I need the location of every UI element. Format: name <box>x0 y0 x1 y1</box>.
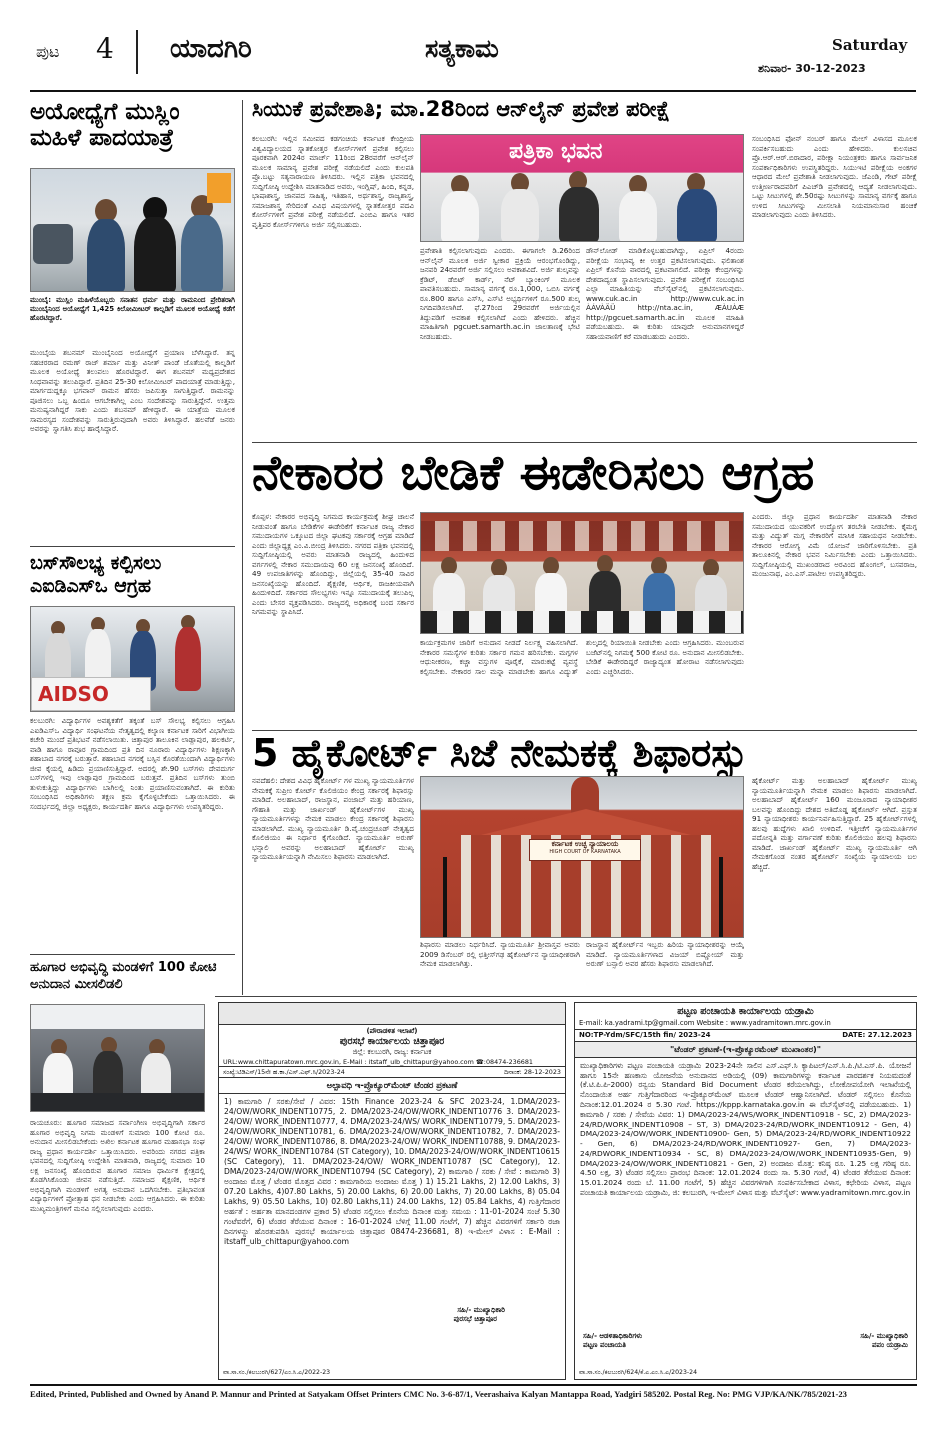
left-column-rule <box>242 100 243 995</box>
article5-col2: ಕಾರ್ಯಕ್ರಮಗಳ ಜಾರಿಗೆ ಅನುದಾನ ನೀಡದೆ ನಿರ್ಲಕ್ಷ್ಯ ವಹಿಸಲಾಗಿದೆ. ನೇಕಾರರ ಸಮಸ್ಯೆಗಳ ಕುರಿತು ಸರ್ಕಾರ ಗಮನ ಹರಿಸಬೇಕು. ಮಗ್ಗಗಳ ಆಧುನೀಕರಣ, ಕಚ್ಚಾ ವಸ್ತುಗಳ ಪೂರೈಕೆ, ಮಾರುಕಟ್ಟೆ ವ್ಯವಸ್ಥೆ ಕಲ್ಪಿಸಬೇಕು. ನೇಕಾರರ ಸಾಲ ಮನ್ನಾ ಮಾಡಬೇಕು ಹಾಗೂ ವಿದ್ಯುತ್ ಶುಲ್ಕದಲ್ಲಿ ರಿಯಾಯಿತಿ ನೀಡಬೇಕು ಎಂದು ಆಗ್ರಹಿಸಿದರು. ಮುಂಬರುವ ಬಜೆಟ್‌ನಲ್ಲಿ ನಿಗಮಕ್ಕೆ 500 ಕೋಟಿ ರೂ. ಅನುದಾನ ಮೀಸಲಿಡಬೇಕು. ಬೇಡಿಕೆ ಈಡೇರದಿದ್ದರೆ ರಾಜ್ಯಾದ್ಯಂತ ಹೋರಾಟ ನಡೆಸಲಾಗುವುದು ಎಂದು ಎಚ್ಚರಿಸಿದರು. <box>420 638 744 676</box>
article4-headline: ಸಿಯುಕೆ ಪ್ರವೇಶಾತಿ; ಮಾ.28ರಿಂದ ಆನ್‌ಲೈನ್ ಪ್ರವೇಶ ಪರೀಕ್ಷೆ <box>252 97 671 121</box>
press-table <box>31 1093 205 1112</box>
article4-col4: ಸಂಬಂಧಿಸಿದ ಫೋನ್ ನಂಬರ್ ಹಾಗೂ ಮೇಲ್ ವಿಳಾಸದ ಮೂಲಕ ಸಂಪರ್ಕಿಸಬಹುದು ಎಂದು ಹೇಳಿದರು. ಕುಲಸಚಿವ ಪ್ರೊ.ಆರ್.ಆರ್.ಬಿರಾದಾರ, ಪರೀಕ್ಷಾ ನಿಯಂತ್ರಕರು ಹಾಗೂ ಸಾರ್ವಜನಿಕ ಸಂಪರ್ಕಾಧಿಕಾರಿಗಳು ಉಪಸ್ಥಿತರಿದ್ದರು. ಸಿಯುಇಟಿ ಪರೀಕ್ಷೆಯ ಅಂಕಗಳ ಆಧಾರದ ಮೇಲೆ ಪ್ರವೇಶಾತಿ ನೀಡಲಾಗುವುದು. ಜೆಎಂಡಿ, ಗೇಟ್ ಪರೀಕ್ಷೆ ಉತ್ತೀರ್ಣರಾದವರಿಗೆ ಪಿಎಚ್‌ಡಿ ಪ್ರವೇಶದಲ್ಲಿ ಆದ್ಯತೆ ನೀಡಲಾಗುವುದು. ಒಟ್ಟು ಸೀಟುಗಳಲ್ಲಿ ಶೇ.50ರಷ್ಟು ಸೀಟುಗಳನ್ನು ಸಾಮಾನ್ಯ ವರ್ಗಕ್ಕೆ ಹಾಗೂ ಉಳಿದ ಸೀಟುಗಳನ್ನು ಮೀಸಲಾತಿ ನಿಯಮಾನುಸಾರ ಹಂಚಿಕೆ ಮಾಡಲಾಗುವುದು ಎಂದು ತಿಳಿಸಿದರು. <box>752 134 917 219</box>
day-english: Saturday <box>832 36 908 54</box>
article4-rule <box>252 442 917 443</box>
ad2-ref-no: NO:TP-Ydm/SFC/15th fin/ 2023-24 <box>579 1031 711 1040</box>
article2-headline: ಬಸ್‌ಸೌಲಭ್ಯ ಕಲ್ಪಿಸಲು ಎಐಡಿಎಸ್‌ಒ ಆಗ್ರಹ <box>30 552 162 597</box>
article6-col3: ರಾಜಸ್ಥಾನ ಹೈಕೋರ್ಟ್‌ನ ಇಬ್ಬರು ಹಿರಿಯ ನ್ಯಾಯಾಧೀಶರನ್ನು ಆಯ್ಕೆ ಮಾಡಿದೆ. ನ್ಯಾಯಮೂರ್ತಿಗಳಾದ ವಿಜಯ್ ಬಿಷ್ಣೋಯ್ ಮತ್ತು ಅರುಣ್ ಬನ್ಸಾಲಿ ಅವರ ಹೆಸರು ಶಿಫಾರಸು ಮಾಡಲಾಗಿದೆ. <box>586 940 744 968</box>
patrika-bhavan-banner: ಪತ್ರಿಕಾ ಭವನ <box>509 139 603 164</box>
masthead <box>0 0 945 92</box>
article2-body: ಕಲಬುರಗಿ: ವಿದ್ಯಾರ್ಥಿಗಳ ಅವಶ್ಯಕತೆಗೆ ತಕ್ಕಂತೆ ಬಸ್ ಸೌಲಭ್ಯ ಕಲ್ಪಿಸಲು ಆಗ್ರಹಿಸಿ ಎಐಡಿಎಸ್‌ಒ ವಿದ್ಯಾರ್ಥಿ ಸಂಘಟನೆಯ ನೇತೃತ್ವದಲ್ಲಿ ಕಲ್ಯಾಣ ಕರ್ನಾಟಕ ಸಾರಿಗೆ ವಿಭಾಗೀಯ ಕಚೇರಿ ಮುಂದೆ ಪ್ರತಿಭಟನೆ ನಡೆಸಲಾಯಿತು. ಚಿತ್ತಾಪುರ ತಾಲೂಕಿನ ಲಾಡ್ಲಾಪುರ, ಹಲಕರ್ಟಿ, ವಾಡಿ ಹಾಗೂ ರಾವೂರ ಗ್ರಾಮದಿಂದ ಪ್ರತಿ ದಿನ ನೂರಾರು ವಿದ್ಯಾರ್ಥಿಗಳು ಶಿಕ್ಷಣಕ್ಕಾಗಿ ಶಹಾಬಾದ ನಗರಕ್ಕೆ ಬರುತ್ತಾರೆ. ಶಹಾಬಾದ ನಗರಕ್ಕೆ ಬಸ್ಸಿನ ಕೊರತೆಯಿಂದಾಗಿ ವಿದ್ಯಾರ್ಥಿಗಳು ಜೀವ ಕೈಯಲ್ಲಿ ಹಿಡಿದು ಪ್ರಯಾಣಿಸುತ್ತಿದ್ದಾರೆ. ಅದರಲ್ಲಿ ಶೇ.90 ಬಸ್‌ಗಳು ದೇವದುರ್ಗ ಬಸ್‌ಗಳಲ್ಲಿ ಇವು ಲಾಡ್ಲಾಪುರ ಗ್ರಾಮದಿಂದ ಬರುತ್ತವೆ. ಪ್ರತಿದಿನ ಬಸ್‌ಗಳು ತುಂಬಿ ತುಳುಕುತ್ತಿದ್ದು ವಿದ್ಯಾರ್ಥಿಗಳು ಬಾಗಿಲಲ್ಲಿ ನಿಂತು ಪ್ರಯಾಣಿಸುವಂತಾಗಿದೆ. ಈ ಕುರಿತು ಸಂಬಂಧಿಸಿದ ಅಧಿಕಾರಿಗಳು ತಕ್ಷಣ ಕ್ರಮ ಕೈಗೊಳ್ಳಬೇಕೆಂದು ಒತ್ತಾಯಿಸಿದರು. ಈ ಸಂದರ್ಭದಲ್ಲಿ ಜಿಲ್ಲಾ ಅಧ್ಯಕ್ಷರು, ಕಾರ್ಯದರ್ಶಿ ಹಾಗೂ ವಿದ್ಯಾರ್ಥಿಗಳು ಉಪಸ್ಥಿತರಿದ್ದರು. <box>30 716 235 811</box>
ad1-ref-no: ಸಂಖ್ಯೆ:ಟಿಡಿಎಸ್/15ನೇ ಹ.ಕಾ./ಎಸ್.ಎಫ್.ಸಿ/2023-24 <box>223 1067 345 1076</box>
lamp-post <box>719 857 723 938</box>
article1-headline: ಅಯೋಧ್ಯೆಗೆ ಮುಸ್ಲಿಂ ಮಹಿಳೆ ಪಾದಯಾತ್ರೆ <box>30 99 180 151</box>
ad2-contact: E-mail: ka.yadrami.tp@gmail.com Website : www.yadramitown.mrc.gov.in <box>575 1018 916 1030</box>
ad1-header: (ಪೌರಾಡಳಿತ ಇಲಾಖೆ) <box>366 1027 418 1035</box>
city-title: ಯಾದಗಿರಿ <box>170 34 252 64</box>
ad2-sign-right2: ಪಪಂ ಯಡ್ರಾಮಿ <box>872 1341 908 1350</box>
ad2-office: ಪಟ್ಟಣ ಪಂಚಾಯತಿ ಕಾರ್ಯಾಲಯ ಯಡ್ರಾಮಿ <box>677 1006 814 1017</box>
masthead-rule <box>30 90 916 92</box>
ad1-date: ದಿನಾಂಕ: 28-12-2023 <box>504 1067 561 1076</box>
tender-ad-yadrami <box>574 1002 917 1380</box>
article2-rule <box>30 954 235 955</box>
article4-col3: ಡೌನ್‌ಲೋಡ್ ಮಾಡಿಕೊಳ್ಳಬಹುದಾಗಿದ್ದು, ಏಪ್ರಿಲ್ 4ರಂದು ಪರೀಕ್ಷೆಯ ಸಂಭಾವ್ಯ ಕೀ ಉತ್ತರ ಪ್ರಕಟಿಸಲಾಗುವುದು. ಫಲಿತಾಂಶ ಏಪ್ರಿಲ್ ಕೊನೆಯ ವಾರದಲ್ಲಿ ಪ್ರಕಟವಾಗಲಿದೆ. ಪರೀಕ್ಷಾ ಕೇಂದ್ರಗಳನ್ನು ದೇಶದಾದ್ಯಂತ ಸ್ಥಾಪಿಸಲಾಗುವುದು. ಪ್ರವೇಶ ಪರೀಕ್ಷೆಗೆ ಸಂಬಂಧಿಸಿದ ಎಲ್ಲಾ ಮಾಹಿತಿಯನ್ನು ವೆಬ್‌ಸೈಟ್‌ನಲ್ಲಿ ಪ್ರಕಟಿಸಲಾಗುವುದು. www.cuk.ac.in http://www.cuk.ac.in ÀÁVÀÄÜ http://nta.ac.in, ÆÀUÀÆ http://pgcuet.samarth.ac.in ಮೂಲಕ ಮಾಹಿತಿ ಪಡೆಯಬಹುದು. ಈ ಕುರಿತು ಯಾವುದೇ ಅನುಮಾನಗಳಿದ್ದರೆ ಸಹಾಯವಾಣಿಗೆ ಕರೆ ಮಾಡಬಹುದು ಎಂದರು. <box>586 246 744 341</box>
imprint-line: Edited, Printed, Published and Owned by Anand P. Mannur and Printed at Satyakam Offset Printers CMC No. 3-6-87/1, Veerashaiva Kalyan Mantappa Road, Yadgiri 585202. Postal Reg. No: PMG VJP/KA/NK/785/2021-23 <box>30 1389 847 1399</box>
ad1-sign2: ಪುರಸಭೆ ಚಿತ್ತಾಪೂರ <box>453 1315 497 1324</box>
court-sign-english: HIGH COURT OF KARNATAKA <box>549 849 621 856</box>
article3-photo <box>30 1004 205 1112</box>
ad1-footer: ವಾ.ಸಾ.ಸಂ./ಕಲಬುರಗಿ/627/ಎಂ.ಸಿ.ಎ/2022-23 <box>223 1368 331 1376</box>
article4-col1: ಕಲಬುರಗಿ: ಇಲ್ಲಿನ ಸಮೀಪದ ಕಡಗಂಚಿಯ ಕರ್ನಾಟಕ ಕೇಂದ್ರೀಯ ವಿಶ್ವವಿದ್ಯಾಲಯದ ಸ್ನಾತಕೋತ್ತರ ಕೋರ್ಸ್‌ಗಳಿಗೆ ಪ್ರವೇಶ ಕಲ್ಪಿಸಲು ಪೂರಕವಾಗಿ 2024ರ ಮಾರ್ಚ್ 11ರಿಂದ 28ರವರೆಗೆ ಆನ್‌ಲೈನ್ ಮೂಲಕ ಸಾಮಾನ್ಯ ಪ್ರವೇಶ ಪರೀಕ್ಷೆ ನಡೆಯಲಿದೆ ಎಂದು ಕುಲಪತಿ ಪ್ರೊ.ಬಟ್ಟು ಸತ್ಯನಾರಾಯಣ ತಿಳಿಸಿದರು. ಇಲ್ಲಿನ ಪತ್ರಿಕಾ ಭವನದಲ್ಲಿ ಸುದ್ದಿಗೋಷ್ಠಿ ಉದ್ದೇಶಿಸಿ ಮಾತನಾಡಿದ ಅವರು, ಇಂಗ್ಲಿಷ್, ಹಿಂದಿ, ಕನ್ನಡ, ಭಾಷಾಶಾಸ್ತ್ರ, ಜಾನಪದ ಸಾಹಿತ್ಯ, ಇತಿಹಾಸ, ಅರ್ಥಶಾಸ್ತ್ರ, ರಾಜ್ಯಶಾಸ್ತ್ರ, ಸಮಾಜಶಾಸ್ತ್ರ ಸೇರಿದಂತೆ ವಿವಿಧ ವಿಷಯಗಳಲ್ಲಿ ಸ್ನಾತಕೋತ್ತರ ಪದವಿ ಕೋರ್ಸ್‌ಗಳಿಗೆ ಪ್ರವೇಶ ಪರೀಕ್ಷೆ ನಡೆಯಲಿದೆ. ಎಂಬಿಎ ಹಾಗೂ ಇತರ ವೃತ್ತಿಪರ ಕೋರ್ಸ್‌ಗಳಿಗೂ ಅರ್ಜಿ ಸಲ್ಲಿಸಬಹುದು. <box>252 134 414 229</box>
car <box>33 224 73 264</box>
date-kannada: ಶನಿವಾರ- 30-12-2023 <box>758 62 866 75</box>
court-signboard <box>529 839 641 861</box>
ad1-office: ಪುರಸಭೆ ಕಾರ್ಯಾಲಯ ಚಿತ್ತಾಪೂರ <box>339 1036 445 1048</box>
article5-photo <box>420 512 744 634</box>
ad1-district: ಜಿಲ್ಲೆ: ಕಲಬುರಗಿ, ರಾಜ್ಯ: ಕರ್ನಾಟಕ <box>352 1048 432 1057</box>
saffron-flag <box>207 173 231 203</box>
article4-photo <box>420 134 744 242</box>
court-dome <box>571 777 599 813</box>
article1-caption: ಮುಂಬೈ: ಮುಸ್ಲಿಂ ಮಹಿಳೆಯೊಬ್ಬರು ಸನಾತನ ಧರ್ಮ ಮತ್ತು ರಾಮನಿಂದ ಪ್ರೇರಿತರಾಗಿ ಮುಂಬೈನಿಂದ ಅಯೋಧ್ಯೆಗೆ 1,425 ಕಿಲೋಮೀಟರ್ ಕಾಲ್ನಡಿಗೆ ಮೂಲಕ ಅಯೋಧ್ಯೆ ಕಡೆಗೆ ಹೊರಟಿದ್ದಾರೆ. <box>30 296 235 323</box>
paper-name: ಸತ್ಯಕಾಮ <box>425 34 499 63</box>
article6-col4: ಹೈಕೋರ್ಟ್ ಮತ್ತು ಅಲಹಾಬಾದ್ ಹೈಕೋರ್ಟ್ ಮುಖ್ಯ ನ್ಯಾಯಮೂರ್ತಿಯನ್ನಾಗಿ ನೇಮಕ ಮಾಡಲು ಶಿಫಾರಸು ಮಾಡಲಾಗಿದೆ. ಅಲಹಾಬಾದ್ ಹೈಕೋರ್ಟ್ 160 ಮಂಜೂರಾದ ನ್ಯಾಯಾಧೀಶರ ಬಲವನ್ನು ಹೊಂದಿದ್ದು ದೇಶದ ಅತಿದೊಡ್ಡ ಹೈಕೋರ್ಟ್ ಆಗಿದೆ. ಪ್ರಸ್ತುತ 91 ನ್ಯಾಯಾಧೀಶರು ಕಾರ್ಯನಿರ್ವಹಿಸುತ್ತಿದ್ದಾರೆ. 25 ಹೈಕೋರ್ಟ್‌ಗಳಲ್ಲಿ ಹಲವು ಹುದ್ದೆಗಳು ಖಾಲಿ ಉಳಿದಿವೆ. ಇತ್ತೀಚೆಗೆ ನ್ಯಾಯಮೂರ್ತಿಗಳ ಪದೋನ್ನತಿ ಮತ್ತು ವರ್ಗಾವಣೆ ಕುರಿತು ಕೊಲಿಜಿಯಂ ಹಲವು ಶಿಫಾರಸು ಮಾಡಿದೆ. ಜಾರ್ಖಂಡ್ ಹೈಕೋರ್ಟ್ ಮುಖ್ಯ ನ್ಯಾಯಮೂರ್ತಿ ಆಗಿ ನೇಮಕಗೊಂಡ ನಂತರ ಹೈಕೋರ್ಟ್ ಸಂಖ್ಯೆಯ ನ್ಯಾಯಾಲಯ ಬಲ ಹೆಚ್ಚಿದೆ. <box>752 776 917 871</box>
press-table <box>421 611 744 634</box>
article5-headline: ನೇಕಾರರ ಬೇಡಿಕೆ ಈಡೇರಿಸಲು ಆಗ್ರಹ <box>252 445 815 501</box>
page-number: 4 <box>96 32 114 65</box>
article5-col1: ಕೊಪ್ಪಳ: ನೇಕಾರರ ಅಭಿವೃದ್ಧಿ ನಿಗಮದ ಕಾರ್ಯಕ್ರಮಕ್ಕೆ ಶೀಘ್ರ ಚಾಲನೆ ನೀಡುವಂತೆ ಹಾಗೂ ಬೇಡಿಕೆಗಳ ಈಡೇರಿಕೆಗೆ ಕರ್ನಾಟಕ ರಾಜ್ಯ ನೇಕಾರ ಸಮುದಾಯಗಳ ಒಕ್ಕೂಟದ ಜಿಲ್ಲಾ ಘಟಕವು ಸರ್ಕಾರಕ್ಕೆ ಆಗ್ರಹ ಮಾಡಿದೆ ಎಂದು ಜಿಲ್ಲಾಧ್ಯಕ್ಷ ಎಂ.ವಿ.ಬೀಂದ್ರ ತಿಳಿಸಿದರು. ನಗರದ ಪತ್ರಿಕಾ ಭವನದಲ್ಲಿ ಸುದ್ದಿಗೋಷ್ಠಿಯಲ್ಲಿ ಅವರು ಮಾತನಾಡಿ ರಾಜ್ಯದಲ್ಲಿ ಹಿಂದುಳಿದ ವರ್ಗಗಳಲ್ಲಿ ನೇಕಾರ ಸಮುದಾಯವು 60 ಲಕ್ಷ ಜನಸಂಖ್ಯೆ ಹೊಂದಿದೆ. 49 ಉಪಜಾತಿಗಳನ್ನು ಹೊಂದಿದ್ದು, ಜಿಲ್ಲೆಯಲ್ಲಿ 35-40 ಸಾವಿರ ಜನಸಂಖ್ಯೆಯನ್ನು ಹೊಂದಿದೆ. ಶೈಕ್ಷಣಿಕ, ಆರ್ಥಿಕ, ರಾಜಕೀಯವಾಗಿ ಹಿಂದುಳಿದಿದೆ. ಸರ್ಕಾರದ ಸೌಲಭ್ಯಗಳು ಇನ್ನೂ ಸಮುದಾಯಕ್ಕೆ ತಲುಪಿಲ್ಲ ಎಂದು ಬೇಸರ ವ್ಯಕ್ತಪಡಿಸಿದರು. ರಾಜ್ಯದಲ್ಲಿ ಅಧಿಕಾರಕ್ಕೆ ಬಂದ ಸರ್ಕಾರ ನಿಗಮವನ್ನು ಸ್ಥಾಪಿಸಿದೆ. <box>252 512 414 616</box>
arched-windows <box>421 521 744 551</box>
tender-ad-chittapur <box>218 1002 566 1380</box>
lamp-post <box>443 857 447 938</box>
article5-col3: ಎಂದರು. ಜಿಲ್ಲಾ ಪ್ರಧಾನ ಕಾರ್ಯದರ್ಶಿ ಮಾತನಾಡಿ ನೇಕಾರ ಸಮುದಾಯದ ಯುವಕರಿಗೆ ಉದ್ಯೋಗ ತರಬೇತಿ ನೀಡಬೇಕು. ಕೈಮಗ್ಗ ಮತ್ತು ವಿದ್ಯುತ್ ಮಗ್ಗ ನೇಕಾರರಿಗೆ ಮಾಸಿಕ ಸಹಾಯಧನ ನೀಡಬೇಕು. ನೇಕಾರರ ಆರೋಗ್ಯ ವಿಮೆ ಯೋಜನೆ ಜಾರಿಗೊಳಿಸಬೇಕು. ಪ್ರತಿ ತಾಲೂಕಿನಲ್ಲಿ ನೇಕಾರ ಭವನ ನಿರ್ಮಿಸಬೇಕು ಎಂದು ಒತ್ತಾಯಿಸಿದರು. ಸುದ್ದಿಗೋಷ್ಠಿಯಲ್ಲಿ ಮುಖಂಡರಾದ ಅರವಿಂದ ಹೊಂಗಲ್, ಬಸವರಾಜ, ಮಂಜುನಾಥ, ಎಂ.ಎಸ್.ಪಾಟೀಲ ಉಪಸ್ಥಿತರಿದ್ದರು. <box>752 512 917 578</box>
page-label: ಪುಟ <box>36 42 60 61</box>
ad2-date: DATE: 27.12.2023 <box>842 1031 912 1040</box>
article4-col2: ಪ್ರವೇಶಾತಿ ಕಲ್ಪಿಸಲಾಗುವುದು ಎಂದರು. ಈಗಾಗಲೇ ಡಿ.26ರಿಂದ ಆನ್‌ಲೈನ್ ಮೂಲಕ ಅರ್ಜಿ ಸ್ವೀಕಾರ ಪ್ರಕ್ರಿಯೆ ಆರಂಭಗೊಂಡಿದ್ದು, ಜನವರಿ 24ರವರೆಗೆ ಅರ್ಜಿ ಸಲ್ಲಿಸಲು ಅವಕಾಶವಿದೆ. ಅರ್ಜಿ ಶುಲ್ಕವನ್ನು ಕ್ರೆಡಿಟ್, ಡೆಬಿಟ್ ಕಾರ್ಡ್, ನೆಟ್ ಬ್ಯಾಂಕಿಂಗ್ ಮೂಲಕ ಪಾವತಿಸಬಹುದು. ಸಾಮಾನ್ಯ ವರ್ಗಕ್ಕೆ ರೂ.1,000, ಒಬಿಸಿ ವರ್ಗಕ್ಕೆ ರೂ.800 ಹಾಗೂ ಎಸ್‌ಸಿ, ಎಸ್‌ಟಿ ಅಭ್ಯರ್ಥಿಗಳಿಗೆ ರೂ.500 ಶುಲ್ಕ ನಿಗದಿಪಡಿಸಲಾಗಿದೆ. ಫೆ.27ರಿಂದ 29ರವರೆಗೆ ಅರ್ಜಿಯಲ್ಲಿನ ತಿದ್ದುಪಡಿಗೆ ಅವಕಾಶ ಕಲ್ಪಿಸಲಾಗಿದೆ ಎಂದು ಹೇಳಿದರು. ಹೆಚ್ಚಿನ ಮಾಹಿತಿಗಾಗಿ pgcuet.samarth.ac.in ಜಾಲತಾಣಕ್ಕೆ ಭೇಟಿ ನೀಡಬಹುದು. <box>420 246 580 341</box>
ad2-sign-left1: ಸಹಿ/- ಆಡಳಿತಾಧಿಕಾರಿಗಳು <box>583 1331 643 1340</box>
court-pediment <box>481 809 691 835</box>
article1-rule <box>30 546 235 547</box>
article2-photo <box>30 606 235 712</box>
imprint-rule <box>30 1384 917 1386</box>
ad2-title: "ಟೆಂಡರ್ ಪ್ರಕಟಣೆ-(ಇ-ಪ್ರೊಕ್ಯೂರಮೆಂಟ್ ಮುಖಾಂತರ)" <box>575 1042 916 1058</box>
ad2-body: ಮುಖ್ಯಾಧಿಕಾರಿಗಳು ಪಟ್ಟಣ ಪಂಚಾಯತಿ ಯಡ್ರಾಮಿ 2023-24ನೇ ಸಾಲಿನ ಎಸ್.ಎಫ್.ಸಿ ಕ್ಯಾಪಿಟಲ್/ಎಸ್.ಸಿ.ಪಿ./ಟಿ.ಎಸ್.ಪಿ. ಯೋಜನೆ ಹಾಗೂ 15ನೇ ಹಣಕಾಸು ಯೋಜನೆಯ ಅನುದಾನದ ಅಡಿಯಲ್ಲಿ (09) ಕಾಮಗಾರಿಗಳನ್ನು ಕರ್ನಾಟಕ ಪಾರದರ್ಶಕ ನಿಯಮದಂತೆ (ಕೆ.ಟಿ.ಪಿ.ಪಿ-2000) ರನ್ವಯ Standard Bid Document ಟೆಂಡರ ಕರೆಯಲಾಗಿದ್ದು, ಲೋಕೋಪಯೋಗಿ ಇಲಾಖೆಯಲ್ಲಿ ನೊಂದಾಯಿತ ಅರ್ಹ ಗುತ್ತಿಗೆದಾರರಿಂದ ಇ-ಪ್ರೊಕ್ಯೂರ್‌ಮೆಂಟ್ ಮೂಲಕ ಟೆಂಡರ್ ಆಹ್ವಾನಿಸಲಾಗಿದೆ. ಟೆಂಡರ್ ಸಲ್ಲಿಸಲು ಕೊನೆಯ ದಿನಾಂಕ:12.01.2024 ರ 5.30 ಗಂಟೆ. https://kppp.karnataka.gov.in ಈ ವೆಬ್‌ಸೈಟ್‌ನಲ್ಲಿ ಪಡೆಯಬಹುದು. 1) ಕಾಮಗಾರಿ / ಸರಕು / ಸೇವೆಯ ವಿವರ: 1) DMA/2023-24/WS/WORK_INDENT10918 - SC, 2) DMA/2023-24/RD/WORK_INDENT10908 – ST, 3) DMA/2023-24/RD/WORK_INDENT10912 - Gen, 4) DMA/2023-24/OW/WORK_INDENT10900- Gen, 5) DMA/2023-24/RD/WORK_INDENT10922 - Gen, 6) DMA/2023-24/RD/WORK_INDENT10927- Gen, 7) DMA/2023-24/RDWORK_INDENT10934 - SC, 8) DMA/2023-24/OW/WORK_INDENT10935-Gen, 9) DMA/2023-24/OW/WORK_INDENT10821 - Gen, 2) ಅಂದಾಜು ಮೊತ್ತ: ಕನಿಷ್ಠ ರೂ. 1.25 ಲಕ್ಷ ಗರಿಷ್ಠ ರೂ. 4.50 ಲಕ್ಷ, 3) ಟೆಂಡರ ಸಲ್ಲಿಸಲು ಪ್ರಾರಂಭ ದಿನಾಂಕ: 12.01.2024 ರಂದು ಸಾ. 5.30 ಗಂಟೆ, 4) ಟೆಂಡರ ತೆರೆಯುವ ದಿನಾಂಕ: 15.01.2024 ರಂದು ಬೆ. 11.00 ಗಂಟೆಗೆ, 5) ಹೆಚ್ಚಿನ ವಿವರಗಳಿಗಾಗಿ ಸಂಪರ್ಕಿಸಬೇಕಾದ ವಿಳಾಸ, ಕಛೇರಿಯ ವಿಳಾಸ, ಪಟ್ಟಣ ಪಂಚಾಯತಿ ಕಾರ್ಯಾಲಯ ಯಡ್ರಾಮಿ, ಜಿ: ಕಲಬುರಗಿ, ಇ-ಮೇಲ್ ವಿಳಾಸ ಮತ್ತು ವೆಬ್‌ಸೈಟ್: www.yadramitown.mrc.gov.in <box>580 1060 911 1197</box>
ad2-sign-right1: ಸಹಿ/- ಮುಖ್ಯಾಧಿಕಾರಿ <box>860 1331 908 1340</box>
article6-headline: 5 ಹೈಕೋರ್ಟ್ ಸಿಜೆ ನೇಮಕಕ್ಕೆ ಶಿಫಾರಸ್ಸು <box>252 731 748 775</box>
article1-photo <box>30 168 235 292</box>
ad1-sign1: ಸಹಿ/- ಮುಖ್ಯಾಧಿಕಾರಿ <box>457 1306 505 1315</box>
article3-body: ರಾಯಚೂರು: ಹೂಗಾರ ಸಮಾಜದ ಸರ್ವಾಂಗೀಣ ಅಭಿವೃದ್ಧಿಗಾಗಿ ಸರ್ಕಾರ ಹೂಗಾರ ಅಭಿವೃದ್ಧಿ ನಿಗಮ ಮಂಡಳಿಗೆ ಸುಮಾರು 100 ಕೋಟಿ ರೂ. ಅನುದಾನ ಮೀಸಲಿಡಬೇಕೆಂದು ಅಖಿಲ ಕರ್ನಾಟಕ ಹೂಗಾರ ಮಹಾಸಭಾ ಸಂಘ ರಾಜ್ಯ ಪ್ರಧಾನ ಕಾರ್ಯದರ್ಶಿ ಒತ್ತಾಯಿಸಿದರು. ಅವರಿಂದು ನಗರದ ಪತ್ರಿಕಾ ಭವನದಲ್ಲಿ ಸುದ್ದಿಗೋಷ್ಠಿ ಉದ್ದೇಶಿಸಿ ಮಾತನಾಡಿ, ರಾಜ್ಯದಲ್ಲಿ ಸುಮಾರು 10 ಲಕ್ಷ ಜನಸಂಖ್ಯೆ ಹೊಂದಿರುವ ಹೂಗಾರ ಸಮಾಜ ಧಾರ್ಮಿಕ ಕ್ಷೇತ್ರದಲ್ಲಿ ತೊಡಗಿಸಿಕೊಂಡು ಜೀವನ ನಡೆಸುತ್ತಿದೆ. ಸಮಾಜದ ಶೈಕ್ಷಣಿಕ, ಆರ್ಥಿಕ ಅಭಿವೃದ್ಧಿಗಾಗಿ ಮಂಡಳಿಗೆ ಅಗತ್ಯ ಅನುದಾನ ಒದಗಿಸಬೇಕು. ಪ್ರತಿಭಾವಂತ ವಿದ್ಯಾರ್ಥಿಗಳಿಗೆ ಪ್ರೋತ್ಸಾಹ ಧನ ನೀಡಬೇಕು ಎಂದು ಆಗ್ರಹಿಸಿದರು. ಈ ಕುರಿತು ಮುಖ್ಯಮಂತ್ರಿಗಳಿಗೆ ಮನವಿ ಸಲ್ಲಿಸಲಾಗುವುದು ಎಂದರು. <box>30 1118 205 1213</box>
ads-top-rule <box>215 996 917 997</box>
article6-photo <box>420 776 744 938</box>
article1-body: ಮುಂಬೈಯ ಶಬನಮ್ ಮುಂಬೈನಿಂದ ಅಯೋಧ್ಯೆಗೆ ಪ್ರಯಾಣ ಬೆಳೆಸಿದ್ದಾರೆ. ತನ್ನ ಸಹಚರರಾದ ರಮಣ್ ರಾಜ್ ಶರ್ಮಾ ಮತ್ತು ವಿನೀತ್ ಪಾಂಡೆ ಜೊತೆಯಲ್ಲಿ ಕಾಲ್ನಡಿಗೆ ಮೂಲಕ ಅಯೋಧ್ಯೆ ತಲುಪಲು ಹೊರಟಿದ್ದಾರೆ. ಈಗ ಶಬನಮ್ ಮಧ್ಯಪ್ರದೇಶದ ಸಿಂಧವಾವನ್ನು ತಲುಪಿದ್ದಾರೆ. ಪ್ರತಿದಿನ 25-30 ಕಿಲೋಮೀಟರ್ ಪಾದಯಾತ್ರೆ ಮಾಡುತ್ತಿದ್ದು, ಮಾರ್ಗದುದ್ದಕ್ಕೂ ಭಗವಾನ್ ರಾಮನ ಹೆಸರು ಜಪಿಸುತ್ತಾ ಸಾಗುತ್ತಿದ್ದಾರೆ. ರಾಮನನ್ನು ಪೂಜಿಸಲು ಒಬ್ಬ ಹಿಂದೂ ಆಗಬೇಕಾಗಿಲ್ಲ ಎಂಬ ಸಂದೇಶವನ್ನು ಸಾರುತ್ತಿದ್ದೇನೆ. ಉತ್ತಮ ಮನುಷ್ಯನಾಗಿದ್ದರೆ ಸಾಕು ಎಂದು ಶಬನಮ್ ಹೇಳಿದ್ದಾರೆ. ಈ ಯಾತ್ರೆಯ ಮೂಲಕ ಸಾಮರಸ್ಯದ ಸಂದೇಶವನ್ನು ಸಾರುತ್ತಿರುವುದಾಗಿ ಅವರು ತಿಳಿಸಿದ್ದಾರೆ. ಹಲವೆಡೆ ಜನರು ಅವರನ್ನು ಸ್ವಾಗತಿಸಿ ಶುಭ ಹಾರೈಸಿದ್ದಾರೆ. <box>30 348 235 433</box>
ad2-footer: ವಾ.ಸಾ.ಸಂ./ಕಲಬುರಗಿ/624/ಕೆ.ಎ.ಎಂ.ಸಿ.ಎ/2023-24 <box>579 1368 698 1376</box>
article3-headline: ಹೂಗಾರ ಅಭಿವೃದ್ಧಿ ಮಂಡಳಿಗೆ 100 ಕೋಟಿ ಅನುದಾನ ಮೀಸಲಿಡಲಿ <box>30 960 217 992</box>
ad1-contact: URL:www.chittapuratown.mrc.gov.in, E-Mail : itstaff_ulb_chittapur@yahoo.com ☎:08474-236681 <box>219 1058 565 1067</box>
ad1-body: 1) ಕಾಮಗಾರಿ / ಸರಕು/ಸೇವೆ / ವಿವರ: 15th Finance 2023-24 & SFC 2023-24, 1.DMA/2023-24/OW/WORK_INDENT10775, 2. DMA/2023-24/OW/WORK_INDENT10776 3. DMA/2023-24/OW/ WORK_INDENT10777, 4. DMA/2023-24/WS/ WORK_INDENT10779, 5. DMA/2023-24/OW/WORK_INDENT10781, 6. DMA/2023-24/OW/WORK_INDENT10782, 7. DMA/2023-24/OW/ WORK_INDENT10786, 8. DMA/2023-24/OW/ WORK_INDENT10788, 9. DMA/2023-24/WS/ WORK_INDENT10784 (ST Category), 10. DMA/2023-24/OW/WORK_INDENT10615 (SC Category), 11. DMA/2023-24/OW/ WORK_INDENT10787 (SC Category), 12. DMA/2023-24/OW/WORK_INDENT10794 (SC Category), 2) ಕಾಮಗಾರಿ / ಸರಕು / ಸೇವೆ : ಕಾಮಗಾರಿ 3) ಅಂದಾಜು ಮೊತ್ತ / ಟೆಂಡರ ಮೊತ್ತದ ವಿವರ : ಕಾಮಗಾರಿಯ ಅಂದಾಜು ಮೊತ್ತ ) 1) 15.21 Lakhs, 2) 12.00 Lakhs, 3) 07.20 Lakhs, 4)07.80 Lakhs, 5) 20.00 Lakhs, 6) 20.00 Lakhs, 7) 20.00 Lakhs, 8) 05.04 Lakhs, 9) 05.50 Lakhs, 10) 02.80 Lakhs,11) 24.00 Lakhs, 12) 05.84 Lakhs, 4) ಗುತ್ತಿಗೆದಾರರ ಅರ್ಹತೆ : ಅರ್ಹತಾ ಮಾನದಂಡಗಳ ಪ್ರಕಾರ 5) ಟೆಂಡರ ಸಲ್ಲಿಸಲು ಕೊನೆಯ ದಿನಾಂಕ ಮತ್ತು ಸಮಯ : 11-01-2024 ಸಂಜೆ 5.30 ಗಂಟೆವರೆಗೆ, 6) ಟೆಂಡರ ತೆರೆಯುವ ದಿನಾಂಕ : 16-01-2024 ಬೆಳಿಗ್ಗೆ 11.00 ಗಂಟೆಗೆ, 7) ಹೆಚ್ಚಿನ ವಿವರಗಳಿಗೆ ಸರ್ಕಾರಿ ರಜಾ ದಿನಗಳನ್ನು ಹೊರತುಪಡಿಸಿ ಪುರಸಭೆ ಕಾರ್ಯಾಲಯ ಚಿತ್ತಾಪೂರ 08474-236681, 8) ಇ-ಮೇಲ್ ವಿಳಾಸ : E-Mail : itstaff_ulb_chittapur@yahoo.com <box>224 1097 560 1247</box>
ad1-title: ಅಲ್ಪಾವಧಿ ಇ-ಪ್ರೊಕ್ಯೂರ್‌ಮೆಂಟ್ ಟೆಂಡರ ಪ್ರಕಟಣೆ <box>219 1078 565 1094</box>
article6-col2: ಶಿಫಾರಸು ಮಾಡಲು ನಿರ್ಧರಿಸಿದೆ. ನ್ಯಾಯಮೂರ್ತಿ ಶ್ರೀವಾಸ್ತವ ಅವರು 2009 ಡಿಸೆಂಬರ್ ರಲ್ಲಿ ಛತ್ತೀಸ್‌ಗಢ ಹೈಕೋರ್ಟ್‌ನ ನ್ಯಾಯಾಧೀಶರಾಗಿ ನೇಮಕ ಮಾಡಲಾಗಿತ್ತು. <box>420 940 580 968</box>
masthead-divider <box>136 30 138 74</box>
backdrop-banner <box>31 1005 205 1029</box>
aidso-banner: AIDSO <box>31 677 151 711</box>
court-sign-kannada: ಕರ್ನಾಟಕ ಉಚ್ಛ ನ್ಯಾಯಾಲಯ <box>551 840 619 848</box>
article6-col1: ನವದೆಹಲಿ: ದೇಶದ ವಿವಿಧ ಹೈಕೋರ್ಟ್ ಗಳ ಮುಖ್ಯ ನ್ಯಾಯಮೂರ್ತಿಗಳ ನೇಮಕಕ್ಕೆ ಸುಪ್ರೀಂ ಕೋರ್ಟ್ ಕೊಲಿಜಿಯಂ ಕೇಂದ್ರ ಸರ್ಕಾರಕ್ಕೆ ಶಿಫಾರಸ್ಸು ಮಾಡಿದೆ. ಅಲಹಾಬಾದ್, ರಾಜಸ್ಥಾನ, ಪಂಜಾಬ್ ಮತ್ತು ಹರಿಯಾಣ, ಗೌಹಾತಿ ಮತ್ತು ಜಾರ್ಖಂಡ್ ಹೈಕೋರ್ಟ್‌ಗಳ ಮುಖ್ಯ ನ್ಯಾಯಮೂರ್ತಿಗಳನ್ನು ನೇಮಕ ಮಾಡಲು ಕೇಂದ್ರ ಸರ್ಕಾರಕ್ಕೆ ಶಿಫಾರಸು ಮಾಡಲಾಗಿದೆ. ಮುಖ್ಯ ನ್ಯಾಯಮೂರ್ತಿ ಡಿ.ವೈ.ಚಂದ್ರಚೂಡ್ ನೇತೃತ್ವದ ಕೊಲಿಜಿಯಂ ಈ ನಿರ್ಧಾರ ಕೈಗೊಂಡಿದೆ. ನ್ಯಾಯಮೂರ್ತಿ ಅರುಣ್ ಭನ್ಸಾಲಿ ಅವರನ್ನು ಅಲಹಾಬಾದ್ ಹೈಕೋರ್ಟ್ ಮುಖ್ಯ ನ್ಯಾಯಮೂರ್ತಿಯನ್ನಾಗಿ ನೇಮಿಸಲು ಶಿಫಾರಸು ಮಾಡಲಾಗಿದೆ. <box>252 776 414 861</box>
ad2-sign-left2: ಪಟ್ಟಣ ಪಂಚಾಯತಿ <box>583 1341 627 1350</box>
